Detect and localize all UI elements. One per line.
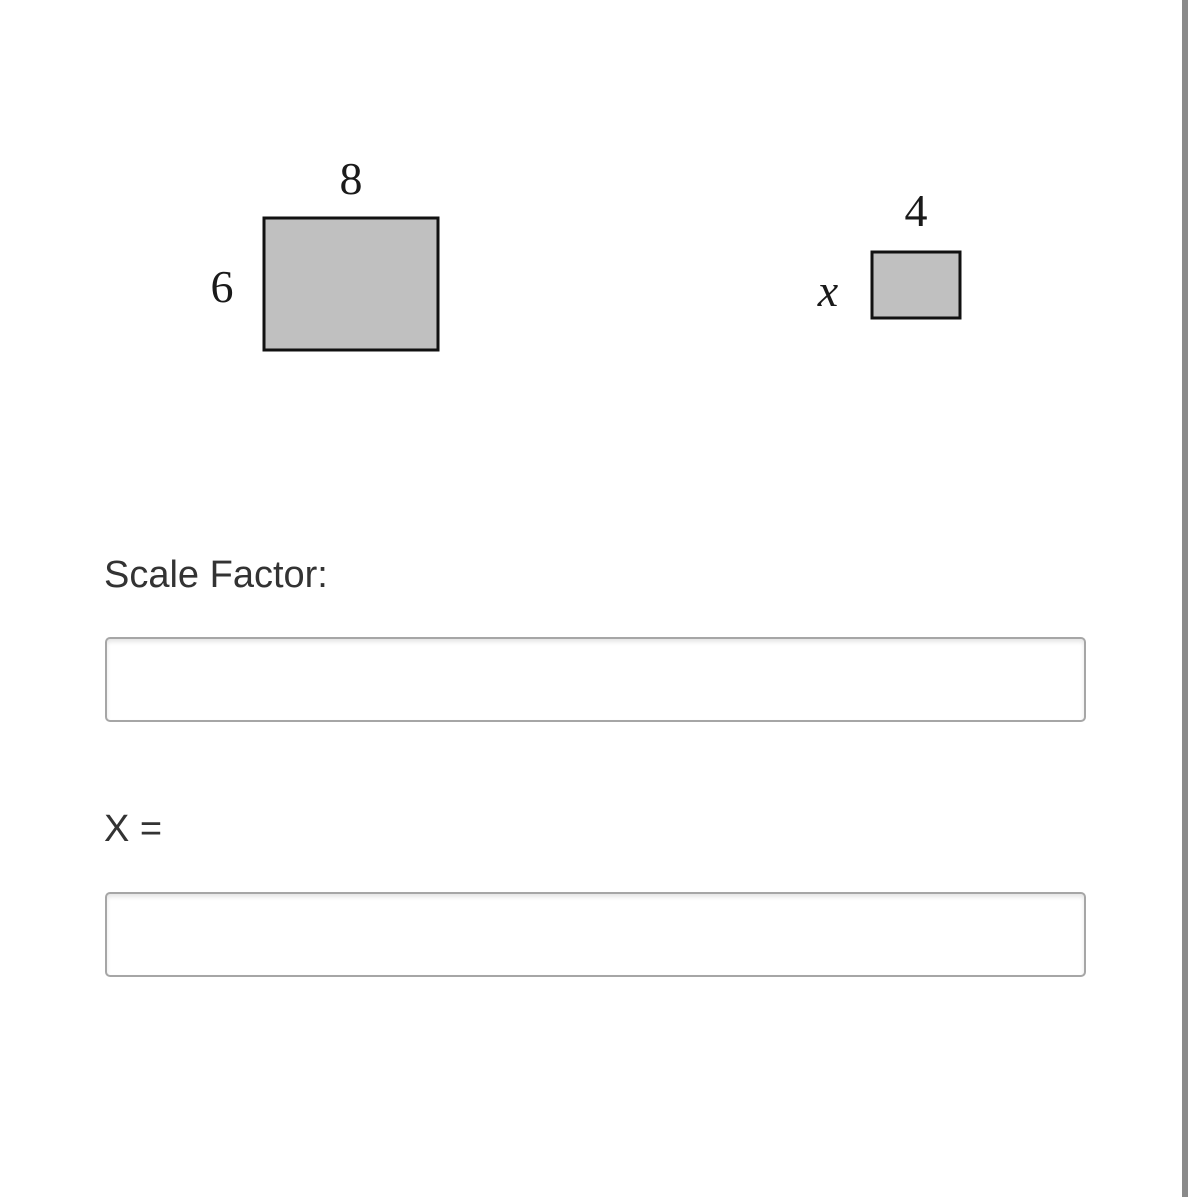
x-value-input[interactable] (105, 892, 1086, 977)
small-rectangle (872, 252, 960, 318)
similar-rectangles-figure (0, 0, 1182, 420)
large-rectangle-height-label: 6 (210, 261, 234, 312)
small-rectangle-height-label: x (817, 265, 839, 316)
small-rectangle-width-label: 4 (904, 185, 928, 236)
rectangles-svg (0, 0, 1182, 420)
large-rectangle-width-label: 8 (339, 153, 363, 204)
x-value-label: X = (104, 808, 163, 850)
window-right-border (1182, 0, 1188, 1197)
large-rectangle (264, 218, 438, 350)
scale-factor-input[interactable] (105, 637, 1086, 722)
scale-factor-label: Scale Factor: (104, 554, 328, 596)
